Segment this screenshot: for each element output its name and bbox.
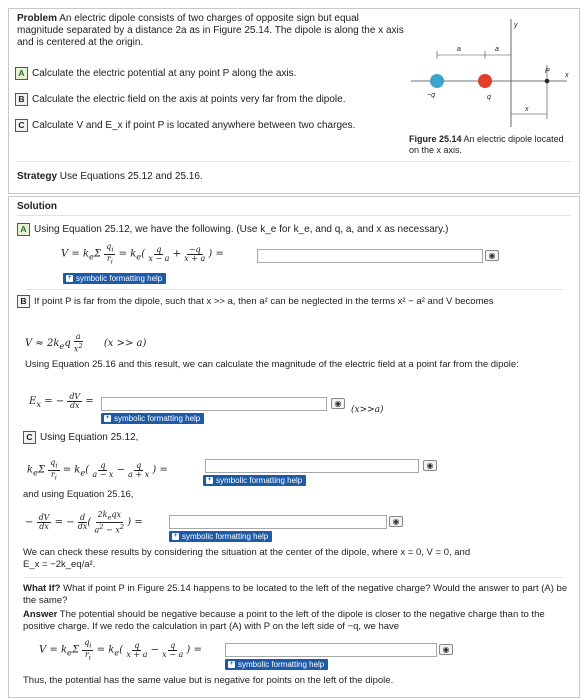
solution-a-row bbox=[17, 223, 449, 236]
x-axis-label: x bbox=[565, 72, 569, 79]
y-axis-label: y bbox=[514, 22, 518, 29]
solution-b-badge: B bbox=[17, 295, 30, 308]
problem-statement: An electric dipole consists of two charges of opposite sign but equal magnitude separated by a distance 2a as in Figure 25.14. The dipole is along the x axis and is centered at the origin. bbox=[17, 13, 404, 48]
equation-c2: − $\frac{dV}{dx}$ = − $\frac{d}{dx}$ ( $\frac{2k_eqx}{a^2 - x^2}$ ) = bbox=[25, 510, 143, 535]
solution-b-text2: Using Equation 25.16 and this result, we can calculate the magnitude of the electric field at a point far from the dipole: bbox=[25, 359, 519, 370]
help-button-whatif[interactable]: + symbolic formatting help bbox=[225, 659, 328, 670]
answer-text: Answer The potential should be negative because a point to the left of the dipole is closer to the negative charge than to the positive charge. If we redo the calculation in part (A) with P on the left side of −q, we have bbox=[23, 609, 545, 632]
part-a-badge[interactable]: A bbox=[15, 67, 28, 80]
strategy-line bbox=[17, 171, 203, 183]
part-c-row bbox=[15, 119, 355, 132]
solution-c-badge: C bbox=[23, 431, 36, 444]
final-text: Thus, the potential has the same value but is negative for points on the left of the dipole. bbox=[23, 675, 394, 686]
solution-a-badge: A bbox=[17, 223, 30, 236]
equation-whatif: $V = k_e\Sigma$ $\frac{q_i}{r_i}$ = $k_e$( $\frac{q}{x + a}$ − $\frac{q}{x - a}$ ) = bbox=[39, 638, 202, 662]
p-label: P bbox=[545, 68, 550, 75]
answer-c-input[interactable] bbox=[205, 459, 419, 473]
a-label-left: a bbox=[457, 46, 461, 53]
x-distance-label: x bbox=[525, 106, 529, 113]
problem-text bbox=[17, 13, 405, 49]
answer-c-preview-icon[interactable]: ◉ bbox=[423, 460, 437, 471]
a-label-right: a bbox=[495, 46, 499, 53]
strategy-text: Use Equations 25.12 and 25.16. bbox=[59, 171, 203, 182]
part-b-row bbox=[15, 93, 346, 106]
part-c-badge[interactable]: C bbox=[15, 119, 28, 132]
help-button-ex[interactable]: + symbolic formatting help bbox=[101, 413, 204, 424]
solution-c-text: Using Equation 25.12, bbox=[40, 432, 139, 443]
ex-condition: (x>>a) bbox=[351, 405, 384, 415]
part-c-text: Calculate V and E_x if point P is located anywhere between two charges. bbox=[32, 120, 356, 131]
solution-c-text2: and using Equation 25.16, bbox=[23, 489, 134, 500]
dipole-figure bbox=[407, 15, 573, 133]
neg-charge-label: −q bbox=[427, 92, 435, 99]
problem-panel bbox=[8, 8, 580, 194]
figure-caption-text: An electric dipole located on the x axis. bbox=[409, 134, 564, 155]
negative-charge bbox=[430, 74, 444, 88]
equation-c: $k_e\Sigma$ $\frac{q_i}{r_i}$ = $k_e$( $\frac{q}{a - x}$ − $\frac{q}{a + x}$ ) = bbox=[27, 458, 168, 482]
equation-ex: $E_x$ = − $\frac{dV}{dx}$ = bbox=[29, 392, 94, 410]
help-icon: + bbox=[67, 275, 72, 281]
answer-c2-input[interactable] bbox=[169, 515, 387, 529]
help-icon: + bbox=[173, 533, 178, 539]
equation-a: $V = k_e\Sigma$ $\frac{q_i}{r_i}$ = $k_e$( $\frac{q}{x - a}$ + $\frac{-q}{x + a}$ ) = bbox=[61, 242, 224, 266]
help-icon: + bbox=[105, 415, 110, 421]
help-button-a[interactable]: + symbolic formatting help bbox=[63, 273, 166, 284]
pos-charge-label: q bbox=[487, 94, 491, 101]
answer-whatif-preview-icon[interactable]: ◉ bbox=[439, 644, 453, 655]
help-button-c[interactable]: + symbolic formatting help bbox=[203, 475, 306, 486]
whatif-text: What If? What if point P in Figure 25.14 happens to be located to the left of the negative charge? Would the answer to part (A) be the same? bbox=[23, 583, 568, 606]
point-p bbox=[545, 79, 550, 84]
figure-caption bbox=[409, 134, 575, 156]
answer-a-input[interactable] bbox=[257, 249, 483, 263]
help-icon: + bbox=[229, 661, 234, 667]
figure-caption-title: Figure 25.14 bbox=[409, 134, 462, 144]
equation-b-approx: $V \approx 2k_eq$ $\frac{a}{x^2}$ (x >> a) bbox=[25, 332, 147, 354]
part-b-text: Calculate the electric field on the axis at points very far from the dipole. bbox=[32, 94, 346, 105]
answer-ex-input[interactable] bbox=[101, 397, 327, 411]
answer-whatif-input[interactable] bbox=[225, 643, 437, 657]
part-b-badge[interactable]: B bbox=[15, 93, 28, 106]
help-icon: + bbox=[207, 477, 212, 483]
solution-a-text: Using Equation 25.12, we have the following. (Use k_e for k_e, and q, a, and x as necessary.) bbox=[34, 224, 449, 235]
answer-ex-preview-icon[interactable]: ◉ bbox=[331, 398, 345, 409]
help-button-c2[interactable]: + symbolic formatting help bbox=[169, 531, 272, 542]
approx-condition: (x >> a) bbox=[103, 337, 147, 349]
strategy-label: Strategy bbox=[17, 171, 58, 182]
positive-charge bbox=[478, 74, 492, 88]
answer-c2-preview-icon[interactable]: ◉ bbox=[389, 516, 403, 527]
problem-label: Problem bbox=[17, 13, 58, 24]
answer-a-preview-icon[interactable]: ◉ bbox=[485, 250, 499, 261]
solution-label: Solution bbox=[17, 201, 57, 212]
center-check-text: We can check these results by considering the situation at the center of the dipole, where x = 0, V = 0, and E_x = −2k_eq/a². bbox=[23, 547, 471, 570]
solution-c-row bbox=[23, 431, 138, 444]
part-a-text: Calculate the electric potential at any point P along the axis. bbox=[32, 68, 297, 79]
solution-b-text: B If point P is far from the dipole, such that x >> a, then a² can be neglected in the terms x² − a² and V becomes bbox=[17, 295, 562, 308]
part-a-row bbox=[15, 67, 296, 80]
solution-panel bbox=[8, 196, 580, 698]
